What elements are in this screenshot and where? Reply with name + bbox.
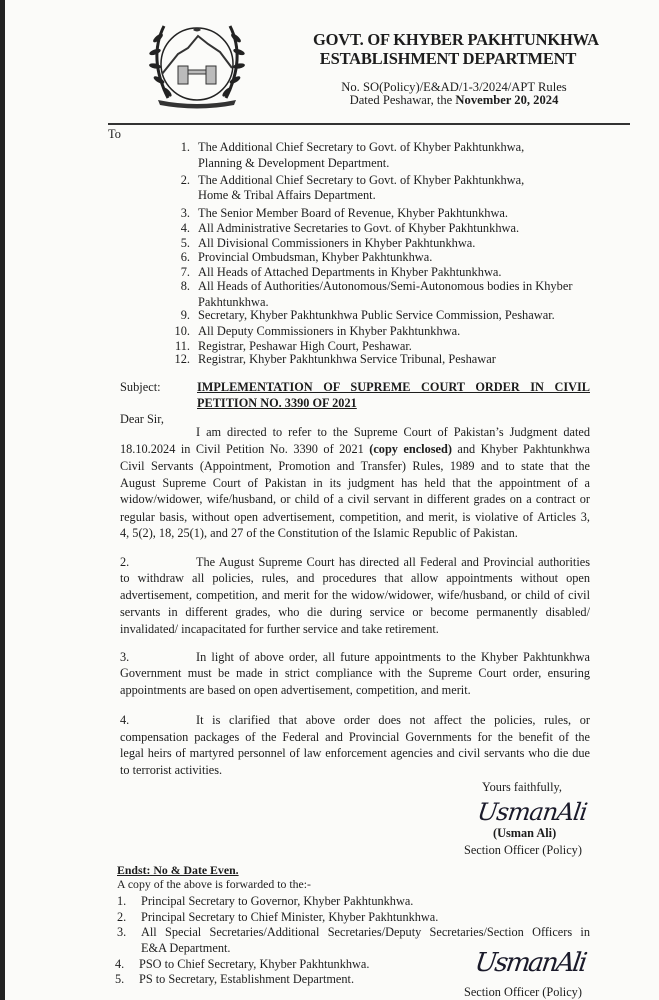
dated-prefix: Dated Peshawar, the	[349, 93, 456, 107]
addressee-number: 2.	[180, 173, 190, 187]
addressee-item: All Heads of Authorities/Autonomous/Semi-Autonomous bodies in Khyber	[198, 279, 573, 293]
addressee-item: Secretary, Khyber Pakhtunkhwa Public Service Commission, Peshawar.	[198, 308, 555, 322]
subject-heading: IMPLEMENTATION OF SUPREME COURT ORDER IN CIVIL	[197, 380, 590, 394]
endorsement-intro: A copy of the above is forwarded to the:-	[117, 877, 311, 891]
para2-line: The August Supreme Court has directed all Federal and Provincial authorities	[196, 555, 590, 569]
para4-line: It is clarified that above order does not affect the policies, rules, or	[196, 713, 590, 727]
para1-line: Civil Servants (Appointment, Promotion and Transfer) Rules, 1989 and to state that the	[120, 459, 590, 473]
para4-line: legal heirs of martyred personnel of law enforcement agencies and civil servants who die due	[120, 746, 590, 760]
department-title-line2: ESTABLISHMENT DEPARTMENT	[319, 49, 577, 68]
para1-line: I am directed to refer to the Supreme Court of Pakistan’s Judgment dated	[196, 425, 590, 439]
signatory-name: (Usman Ali)	[493, 826, 557, 840]
addressee-item-cont: Pakhtunkhwa.	[198, 295, 269, 309]
endorsement-item-cont: E&A Department.	[141, 941, 231, 955]
svg-text:UsmanAli: UsmanAli	[473, 948, 590, 978]
addressee-number: 6.	[180, 250, 190, 264]
addressee-item: All Heads of Attached Departments in Khyber Pakhtunkhwa.	[198, 265, 502, 279]
addressee-number: 7.	[180, 265, 190, 279]
header-divider	[108, 123, 630, 125]
addressee-number: 12.	[174, 352, 190, 366]
endorsement-signature	[473, 943, 594, 979]
signatory-designation: Section Officer (Policy)	[464, 843, 582, 857]
endorsement-item: Principal Secretary to Chief Minister, Khyber Pakhtunkhwa.	[141, 910, 439, 924]
endorsement-number: 5.	[115, 972, 125, 986]
subject-heading-cont: PETITION NO. 3390 OF 2021	[197, 396, 357, 410]
addressee-number: 5.	[180, 236, 190, 250]
para3-line: Government must be made in strict compliance with the Supreme Court order, ensuring	[120, 666, 590, 680]
para-text: and Khyber Pakhtunkhwa	[451, 442, 590, 456]
department-title-line1: GOVT. OF KHYBER PAKHTUNKHWA	[313, 30, 599, 49]
addressee-number: 4.	[180, 221, 190, 235]
govt-emblem-logo	[148, 8, 246, 108]
endorsement-item: Principal Secretary to Governor, Khyber Pakhtunkhwa.	[141, 894, 414, 908]
valediction: Yours faithfully,	[482, 780, 562, 794]
para1-line: 4, 5(2), 18, 25(1), and 27 of the Constitution of the Islamic Republic of Pakistan.	[120, 526, 518, 540]
addressee-item: Registrar, Peshawar High Court, Peshawar.	[198, 339, 412, 353]
para1-line: August Supreme Court of Pakistan in its judgment has held that the appointment of a	[120, 476, 590, 490]
reference-number: No. SO(Policy)/E&AD/1-3/2024/APT Rules	[341, 80, 567, 94]
para3-line: appointments are based on open advertisement, competition, and merit.	[120, 683, 471, 697]
endorsement-number: 4.	[115, 957, 125, 971]
to-label: To	[108, 127, 121, 141]
para-text: 18.10.2024 in Civil Petition No. 3390 of 2021	[120, 442, 370, 456]
addressee-item: All Deputy Commissioners in Khyber Pakhtunkhwa.	[198, 324, 461, 338]
para1-line: regular basis, without open advertisement, competition, and merit, is violative of Articles 3,	[120, 510, 590, 524]
para4-number: 4.	[120, 713, 130, 727]
copy-enclosed-note: (copy enclosed)	[369, 442, 452, 456]
para2-line: to withdraw all policies, rules, and procedures that allow appointments without open	[120, 571, 590, 585]
endorsement-heading: Endst: No & Date Even.	[117, 863, 239, 877]
addressee-item-cont: Planning & Development Department.	[198, 156, 390, 170]
para1-line: widow/widower, wife/husband, or child of a civil servant in different grades on a contract or	[120, 492, 590, 506]
addressee-number: 11.	[174, 339, 190, 353]
dated-line	[334, 92, 574, 108]
para4-line: to terrorist activities.	[120, 763, 223, 777]
addressee-item: Provincial Ombudsman, Khyber Pakhtunkhwa.	[198, 250, 433, 264]
addressee-number: 1.	[180, 140, 190, 154]
para4-line: compensation packages of the Federal and Provincial Governments for the benefit of the	[120, 730, 590, 744]
addressee-number: 3.	[180, 206, 190, 220]
addressee-number: 9.	[180, 308, 190, 322]
endorsement-item: PS to Secretary, Establishment Department.	[139, 972, 355, 986]
endorsement-designation: Section Officer (Policy)	[464, 985, 582, 999]
para2-line: invalidated/ incapacitated for further service and take retirement.	[120, 622, 439, 636]
para2-line: advertisement, competition, and merit for the widow/widower, wife/husband, or child of civil	[120, 588, 590, 602]
endorsement-item: All Special Secretaries/Additional Secretaries/Deputy Secretaries/Section Officers in	[141, 925, 590, 939]
addressee-item: The Additional Chief Secretary to Govt. of Khyber Pakhtunkhwa,	[198, 140, 525, 154]
photo-edge	[0, 0, 5, 1000]
endorsement-item: PSO to Chief Secretary, Khyber Pakhtunkhwa.	[139, 957, 370, 971]
para2-number: 2.	[120, 555, 130, 569]
endorsement-number: 1.	[117, 894, 127, 908]
addressee-item: All Administrative Secretaries to Govt. of Khyber Pakhtunkhwa.	[198, 221, 520, 235]
subject-label: Subject:	[120, 380, 161, 394]
svg-text:UsmanAli: UsmanAli	[475, 798, 590, 826]
para2-line: servants in different grades, who die during service or become permanently disabled/	[120, 605, 590, 619]
signature-usman-ali	[475, 795, 593, 827]
endorsement-number: 2.	[117, 910, 127, 924]
addressee-item: All Divisional Commissioners in Khyber Pakhtunkhwa.	[198, 236, 476, 250]
para3-number: 3.	[120, 650, 130, 664]
addressee-item-cont: Home & Tribal Affairs Department.	[198, 188, 376, 202]
addressee-item: The Additional Chief Secretary to Govt. of Khyber Pakhtunkhwa,	[198, 173, 525, 187]
letter-date: November 20, 2024	[455, 93, 559, 107]
para3-line: In light of above order, all future appointments to the Khyber Pakhtunkhwa	[196, 650, 590, 664]
addressee-number: 8.	[180, 279, 190, 293]
para1-line	[120, 441, 590, 457]
addressee-item: Registrar, Khyber Pakhtunkhwa Service Tribunal, Peshawar	[198, 352, 496, 366]
endorsement-number: 3.	[117, 925, 127, 939]
salutation: Dear Sir,	[120, 412, 164, 426]
addressee-item: The Senior Member Board of Revenue, Khyber Pakhtunkhwa.	[198, 206, 509, 220]
addressee-number: 10.	[174, 324, 190, 338]
